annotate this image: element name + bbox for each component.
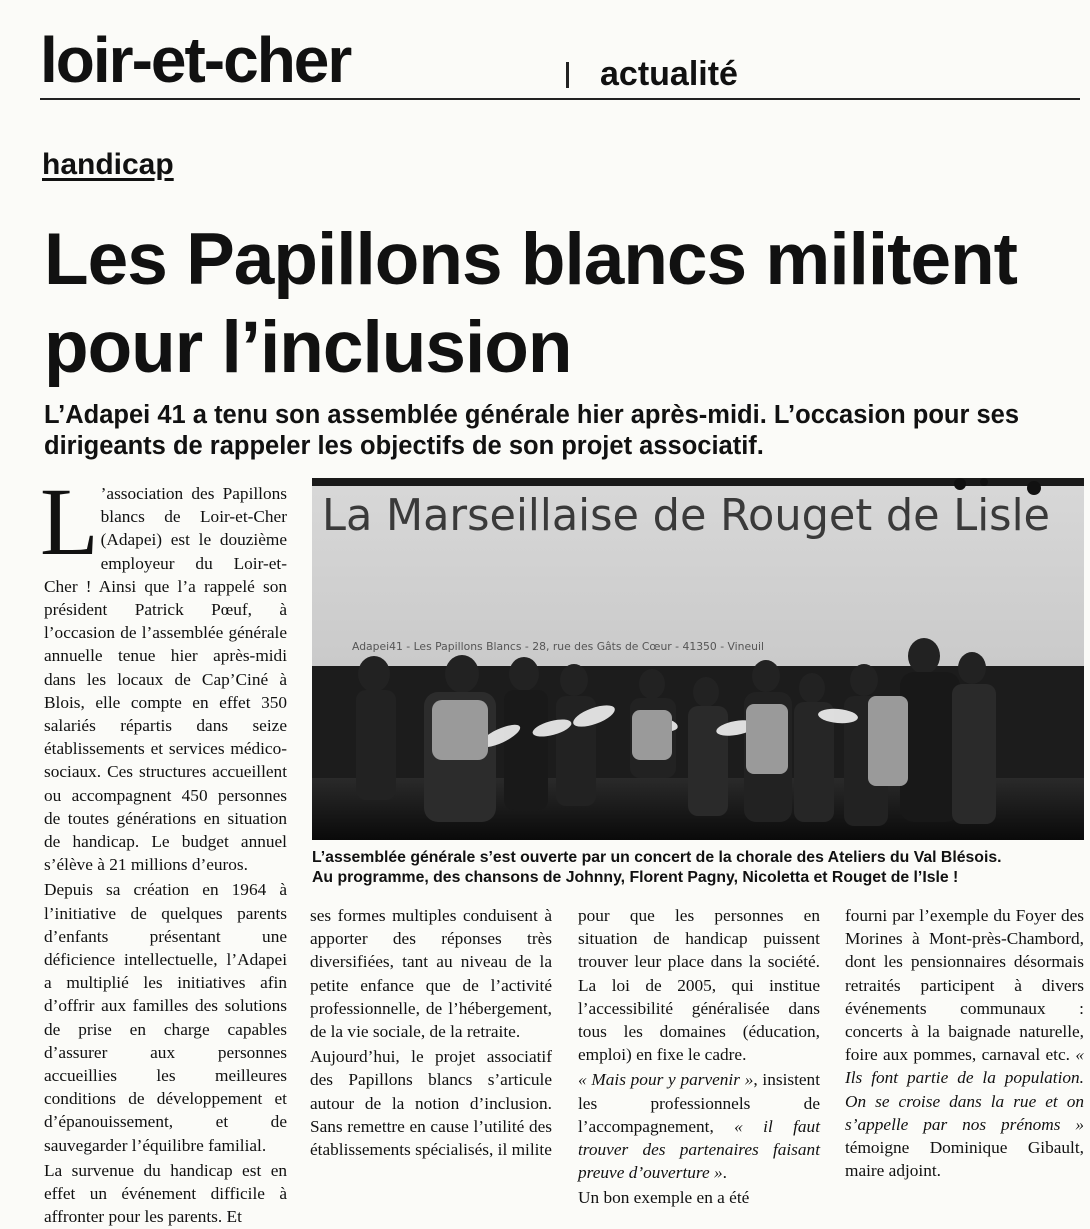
article-paragraph: « Mais pour y parvenir », insistent les professionnels de l’accompagnement, « il faut trouver des partenaires faisant preuve d’ouverture ».	[578, 1070, 821, 1183]
article-headline: Les Papillons blancs militent pour l’inclusion	[44, 219, 1017, 388]
article-kicker: handicap	[42, 148, 174, 181]
article-paragraph: Un bon exemple en a été	[578, 1188, 750, 1208]
article-paragraph: fourni par l’exemple du Foyer des Morines à Mont-près-Chambord, dont les pensionnaires désormais retraités participent à divers événements communaux : concerts à la baignade naturelle, foire aux pommes, carnaval etc. « Ils font partie de la population. On se croise dans la rue et on s’appelle par nos prénoms » témoigne Dominique Gibault, maire adjoint.	[845, 906, 1084, 1181]
choir-photo	[312, 478, 1084, 840]
section-divider	[566, 62, 569, 88]
article-paragraph: pour que les personnes en situation de handicap puissent trouver leur place dans la société. La loi de 2005, qui institue l’accessibilité généralisée dans tous les domaines (éducation, emploi) en fixe le cadre.	[578, 906, 820, 1065]
section-title: loir-et-cher	[40, 24, 351, 96]
screen-credit-text: Adapei41 - Les Papillons Blancs - 28, rue des Gâts de Cœur - 41350 - Vineuil	[352, 640, 764, 653]
article-column-4	[845, 904, 1084, 1182]
article-paragraph: ses formes multiples conduisent à apporter des réponses très diversifiées, tant au niveau de la petite enfance que de l’activité professionnelle, de l’hébergement, de la vie sociale, de la retraite.	[310, 906, 552, 1042]
screen-banner-text: La Marseillaise de Rouget de Lisle	[322, 490, 1050, 541]
article-paragraph: L ’association des Papillons blancs de Loir-et-Cher (Adapei) est le douzième employeur du Loir-et-Cher ! Ainsi que l’a rappelé son président Patrick Pœuf, à l’occasion de l’assemblée générale annuelle tenue hier après-midi dans les locaux de Cap’Ciné à Blois, elle compte en effet 350 salariés répartis dans seize établissements et services médico-sociaux. Ces structures accueillent ou accompagnent 450 personnes de toutes générations en situation de handicap. Le budget annuel s’élève à 21 millions d’euros.	[40, 468, 287, 875]
caption-line: L’assemblée générale s’est ouverte par un concert de la chorale des Ateliers du Val Blésois.	[312, 849, 1002, 866]
article-standfirst: L’Adapei 41 a tenu son assemblée générale hier après-midi. L’occasion pour ses dirigeants de rappeler les objectifs de son projet associatif.	[44, 401, 1020, 460]
article-column-3	[578, 904, 820, 1210]
article-paragraph: La survenue du handicap est en effet un événement difficile à affronter pour les parents. Et	[44, 1160, 287, 1227]
caption-line: Au programme, des chansons de Johnny, Florent Pagny, Nicoletta et Rouget de l’Isle !	[312, 869, 959, 886]
article-column-2	[310, 904, 552, 1161]
section-subtitle: actualité	[600, 55, 738, 93]
photo-caption	[312, 848, 1084, 888]
article-paragraph: Depuis sa création en 1964 à l’initiative de quelques parents d’enfants présentant une déficience intellectuelle, l’Adapei a multiplié les initiatives afin d’offrir aux familles des solutions de prise en charge capables d’assurer aux personnes accueillies les meilleures conditions de développement et d’épanouissement, et de sauvegarder l’équilibre familial.	[44, 880, 287, 1155]
drop-cap: L	[40, 468, 99, 575]
article-photo	[312, 478, 1084, 840]
article-paragraph: Aujourd’hui, le projet associatif des Papillons blancs s’articule autour de la notion d’inclusion. Sans remettre en cause l’utilité des établissements spécialisés, il milite	[310, 1047, 552, 1160]
header-rule	[40, 98, 1080, 100]
article-column-1	[40, 468, 287, 1229]
